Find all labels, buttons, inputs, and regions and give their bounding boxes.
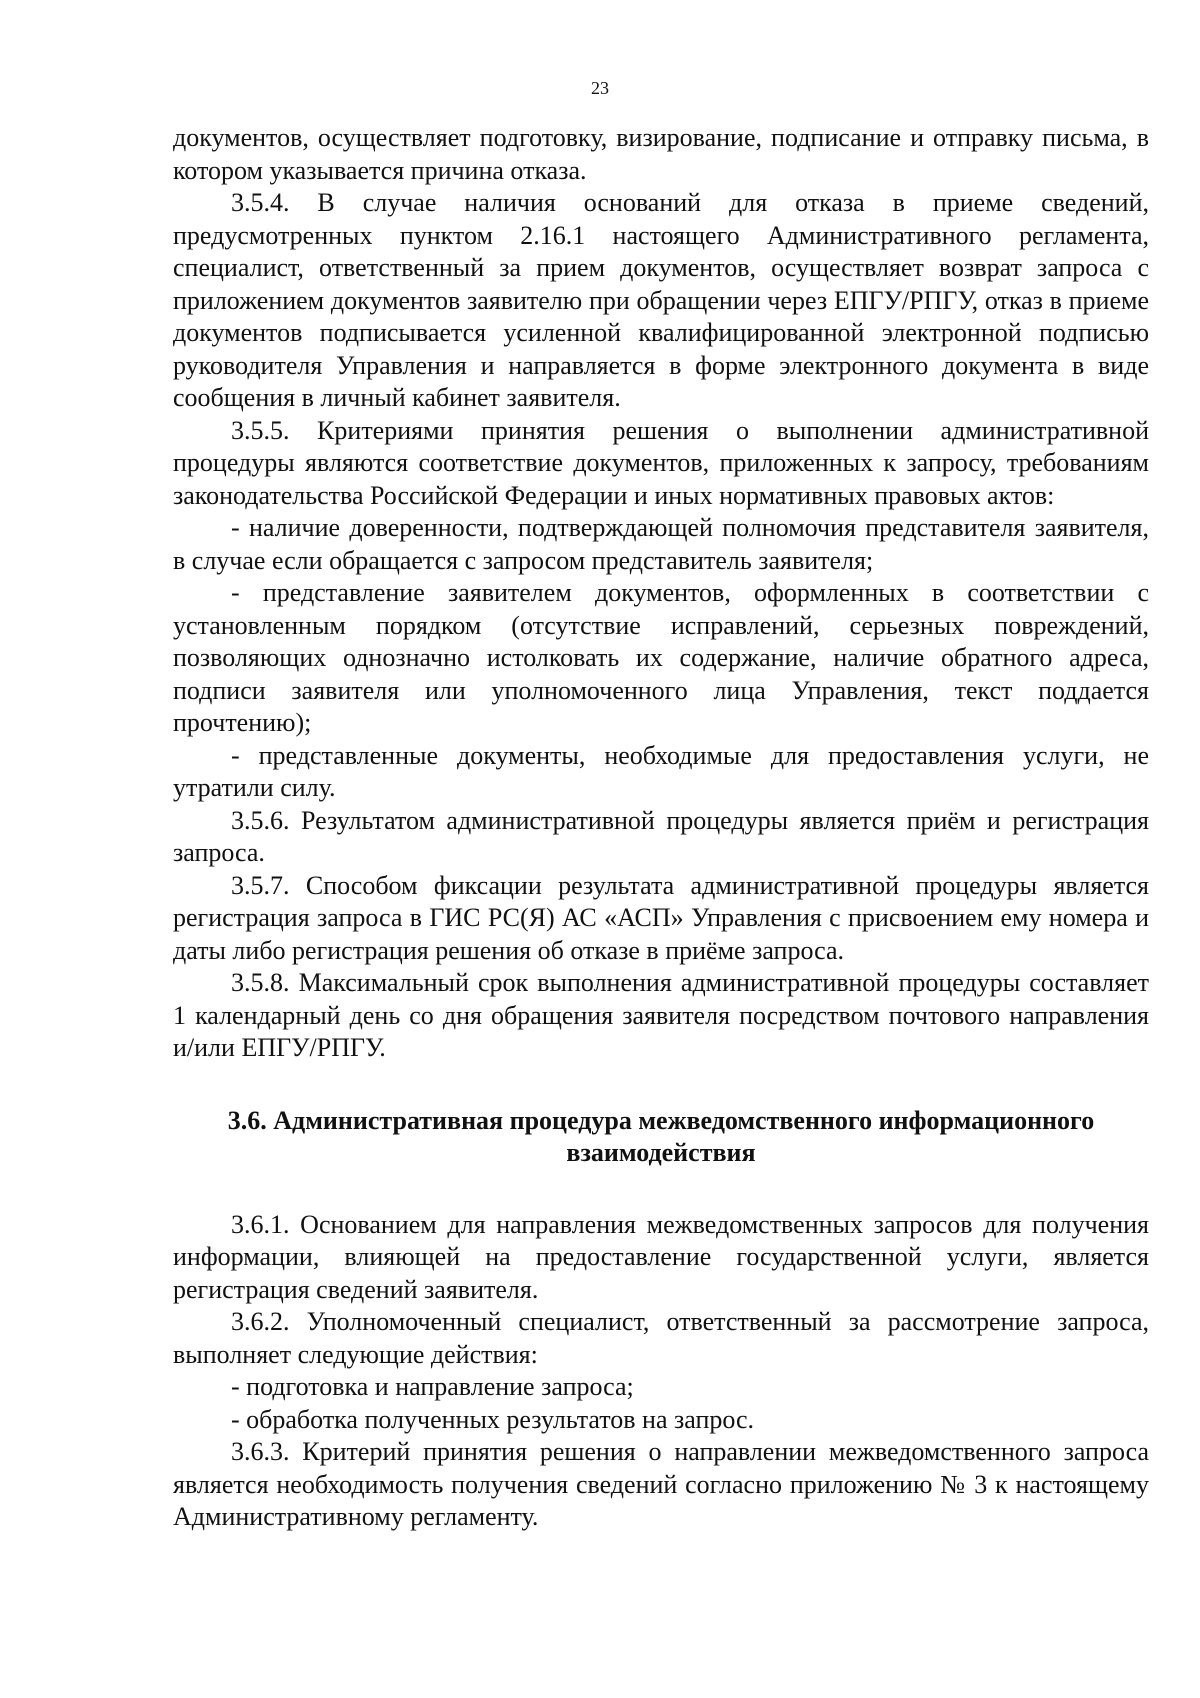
paragraph-3-5-8: 3.5.8. Максимальный срок выполнения административной процедуры составляет 1 календарный день со дня обращения заявителя посредством почтового направления и/или ЕПГУ/РПГУ. <box>173 968 1149 1062</box>
list-item-documents-submission: - представление заявителем документов, оформленных в соответствии с установленным порядком (отсутствие исправлений, серьезных повреждений, позволяющих однозначно истолковать их содержание, наличие обратного адреса, подписи заявителя или уполномоченного лица Управления, текст поддается прочтению); <box>173 578 1149 737</box>
paragraph-3-5-4: 3.5.4. В случае наличия оснований для отказа в приеме сведений, предусмотренных пунктом 2.16.1 настоящего Административного регламента, специалист, ответственный за прием документов, осуществляет возврат запроса с приложением документов заявителю при обращении через ЕПГУ/РПГУ, отказ в приеме документов подписывается усиленной квалифицированной электронной подписью руководителя Управления и направляется в форме электронного документа в виде сообщения в личный кабинет заявителя. <box>173 188 1149 412</box>
paragraph-3-6-2: 3.6.2. Уполномоченный специалист, ответственный за рассмотрение запроса, выполняет следующие действия: <box>173 1307 1149 1369</box>
paragraph-3-5-6: 3.5.6. Результатом административной процедуры является приём и регистрация запроса. <box>173 805 1149 867</box>
section-heading-3-6 <box>173 1105 1149 1170</box>
list-item-documents-valid: - представленные документы, необходимые для предоставления услуги, не утратили силу. <box>173 740 1149 802</box>
paragraph-3-5-5: 3.5.5. Критериями принятия решения о выполнении административной процедуры являются соответствие документов, приложенных к запросу, требованиям законодательства Российской Федерации и иных нормативных правовых актов: <box>173 415 1149 510</box>
page-number: 23 <box>591 78 609 98</box>
document-body <box>173 122 1149 1534</box>
paragraph-3-6-3: 3.6.3. Критерий принятия решения о направлении межведомственного запроса является необходимость получения сведений согласно приложению № 3 к настоящему Административному регламенту. <box>173 1437 1149 1531</box>
list-item-prepare-request: - подготовка и направление запроса; <box>231 1372 634 1401</box>
paragraph-3-6-1: 3.6.1. Основанием для направления межведомственных запросов для получения информации, влияющей на предоставление государственной услуги, является регистрация сведений заявителя. <box>173 1209 1149 1304</box>
section-heading-line-2: взаимодействия <box>566 1138 756 1167</box>
list-item-power-of-attorney: - наличие доверенности, подтверждающей полномочия представителя заявителя, в случае если обращается с запросом представитель заявителя; <box>173 513 1149 575</box>
section-heading-line-1: 3.6. Административная процедура межведомственного информационного <box>227 1105 1095 1135</box>
paragraph-continuation: документов, осуществляет подготовку, визирование, подписание и отправку письма, в котором указывается причина отказа. <box>173 123 1149 185</box>
paragraph-3-5-7: 3.5.7. Способом фиксации результата административной процедуры является регистрация запроса в ГИС РС(Я) АС «АСП» Управления с присвоением ему номера и даты либо регистрация решения об отказе в приёме запроса. <box>173 870 1149 965</box>
list-item-process-results: - обработка полученных результатов на запрос. <box>231 1404 755 1434</box>
